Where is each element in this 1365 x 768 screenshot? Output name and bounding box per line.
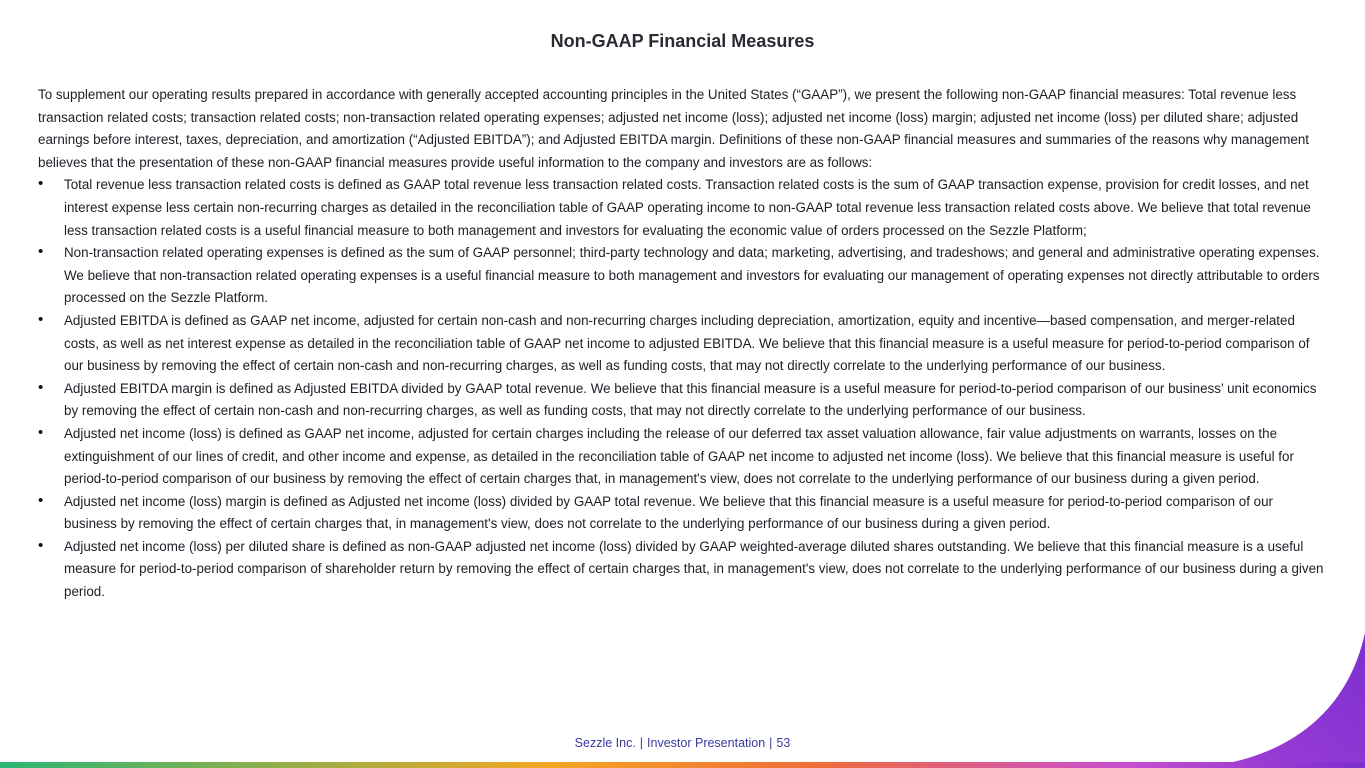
body-content: [38, 84, 1328, 604]
list-item: • Total revenue less transaction related costs is defined as GAAP total revenue less transaction related costs. Transaction related costs is the sum of GAAP transaction expense, provision for credit losses, and net interest expense less certain non-recurring charges as detailed in the reconciliation table of GAAP operating income to non-GAAP total revenue less transaction related costs above. We believe that total revenue less transaction related costs is a useful financial measure to both management and investors for evaluating the economic value of orders processed on the Sezzle Platform;: [38, 174, 1328, 242]
footer-separator: |: [639, 736, 644, 750]
intro-paragraph: To supplement our operating results prepared in accordance with generally accepted accounting principles in the United States (“GAAP”), we present the following non-GAAP financial measures: Total revenue less transaction related costs; transaction related costs; non-transaction related operating expenses; adjusted net income (loss); adjusted net income (loss) margin; adjusted net income (loss) per diluted share; adjusted earnings before interest, taxes, depreciation, and amortization (“Adjusted EBITDA”); and Adjusted EBITDA margin. Definitions of these non-GAAP financial measures and summaries of the reasons why management believes that the presentation of these non-GAAP financial measures provide useful information to the company and investors are as follows:: [38, 87, 1310, 170]
list-item: • Adjusted net income (loss) is defined as GAAP net income, adjusted for certain charges including the release of our deferred tax asset valuation allowance, fair value adjustments on warrants, losses on the extinguishment of our lines of credit, and other income and expense, as detailed in the reconciliation table of GAAP net income to adjusted net income (loss). We believe that this financial measure is useful for period-to-period comparison of our business by removing the effect of certain charges that, in management's view, does not correlate to the underlying performance of our business during a given period.: [38, 423, 1328, 491]
footer-presentation: Investor Presentation: [647, 736, 766, 750]
bottom-gradient-bar: [0, 762, 1365, 768]
list-item: • Adjusted net income (loss) per diluted share is defined as non-GAAP adjusted net income (loss) divided by GAAP weighted-average diluted shares outstanding. We believe that this financial measure is a useful measure for period-to-period comparison of shareholder return by removing the effect of certain charges that, in management's view, does not correlate to the underlying performance of our business during a given period.: [38, 536, 1328, 604]
footer-company: Sezzle Inc.: [574, 736, 636, 750]
page-title: Non-GAAP Financial Measures: [550, 31, 815, 51]
corner-decoration: [1195, 633, 1365, 768]
list-item: • Adjusted EBITDA is defined as GAAP net income, adjusted for certain non-cash and non-recurring charges including depreciation, amortization, equity and incentive—based compensation, and merger-related costs, as well as net interest expense as detailed in the reconciliation table of GAAP net income to adjusted EBITDA. We believe that this financial measure is a useful measure for period-to-period comparison of our business by removing the effect of certain non-cash and non-recurring charges, as well as funding costs, that may not directly correlate to the underlying performance of our business.: [38, 310, 1328, 378]
footer-page-number: 53: [776, 736, 791, 750]
definitions-list: [38, 174, 1328, 603]
list-item: • Non-transaction related operating expenses is defined as the sum of GAAP personnel; third-party technology and data; marketing, advertising, and tradeshows; and general and administrative operating expenses. We believe that non-transaction related operating expenses is a useful financial measure to both management and investors for evaluating our management of operating expenses not directly attributable to orders processed on the Sezzle Platform.: [38, 242, 1328, 310]
list-item: • Adjusted net income (loss) margin is defined as Adjusted net income (loss) divided by GAAP total revenue. We believe that this financial measure is a useful measure for period-to-period comparison of our business by removing the effect of certain charges that, in management's view, does not correlate to the underlying performance of our business during a given period.: [38, 491, 1328, 536]
list-item: • Adjusted EBITDA margin is defined as Adjusted EBITDA divided by GAAP total revenue. We believe that this financial measure is a useful measure for period-to-period comparison of our business’ unit economics by removing the effect of certain non-cash and non-recurring charges, as well as funding costs, that may not directly correlate to the underlying performance of our business.: [38, 378, 1328, 423]
footer-separator: |: [769, 736, 773, 750]
footer: [0, 736, 1365, 750]
